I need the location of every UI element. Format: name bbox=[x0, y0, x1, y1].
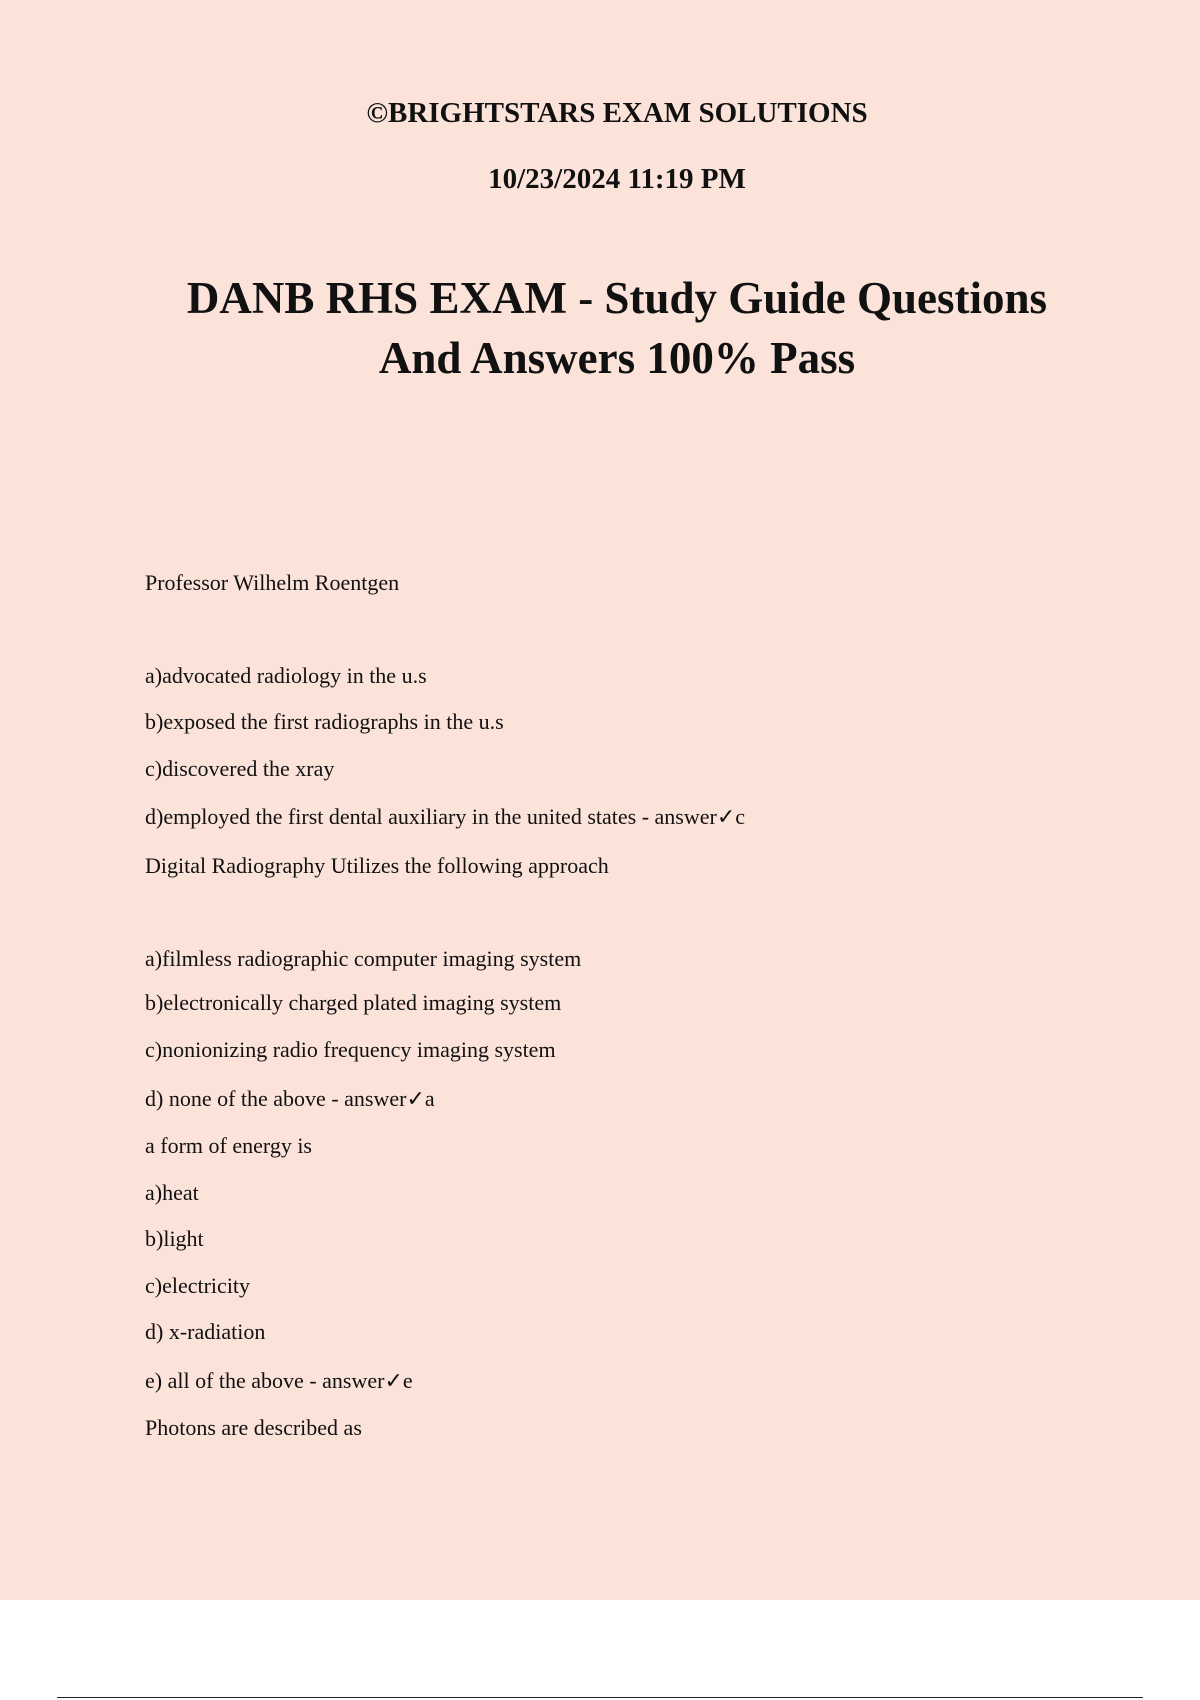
datetime-header: 10/23/2024 11:19 PM bbox=[488, 163, 746, 195]
answer-option: c)nonionizing radio frequency imaging system bbox=[145, 1037, 556, 1062]
answer-option: c)electricity bbox=[145, 1273, 251, 1298]
answer-option: d) none of the above - answer✓a bbox=[145, 1086, 435, 1111]
question-prompt: Digital Radiography Utilizes the following approach bbox=[145, 853, 609, 878]
answer-option: b)exposed the first radiographs in the u.s bbox=[145, 709, 504, 734]
document-title-line-2: And Answers 100% Pass bbox=[378, 333, 856, 383]
answer-option: a)filmless radiographic computer imaging system bbox=[145, 946, 582, 971]
footer-divider bbox=[57, 1697, 1143, 1698]
question-prompt: Photons are described as bbox=[145, 1415, 362, 1440]
answer-option: e) all of the above - answer✓e bbox=[145, 1368, 413, 1393]
answer-option: a)heat bbox=[145, 1180, 199, 1205]
answer-option: a)advocated radiology in the u.s bbox=[145, 663, 427, 688]
answer-option: c)discovered the xray bbox=[145, 756, 335, 781]
document-title-line-1: DANB RHS EXAM - Study Guide Questions bbox=[186, 273, 1048, 323]
answer-option: d)employed the first dental auxiliary in the united states - answer✓c bbox=[145, 804, 746, 829]
copyright-header: ©BRIGHTSTARS EXAM SOLUTIONS bbox=[366, 97, 868, 129]
question-prompt: Professor Wilhelm Roentgen bbox=[145, 570, 400, 595]
question-prompt: a form of energy is bbox=[145, 1133, 312, 1158]
answer-option: d) x-radiation bbox=[145, 1319, 266, 1344]
answer-option: b)light bbox=[145, 1226, 204, 1251]
answer-option: b)electronically charged plated imaging system bbox=[145, 990, 562, 1015]
